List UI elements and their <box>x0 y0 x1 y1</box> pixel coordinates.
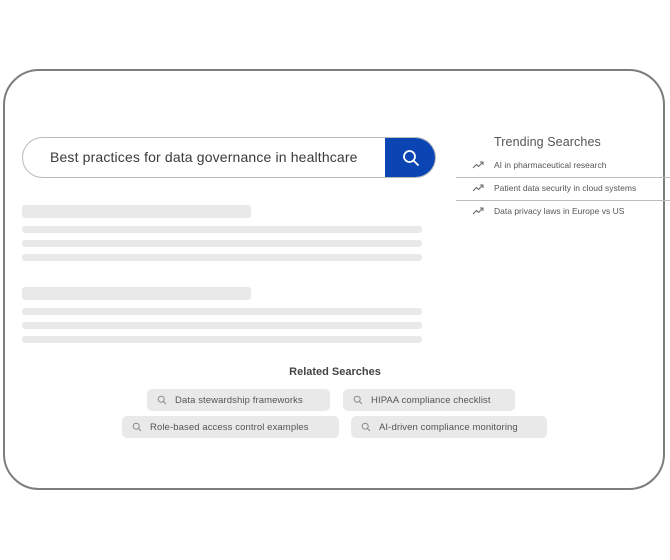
trending-up-icon <box>472 160 484 170</box>
trending-item-label: Data privacy laws in Europe vs US <box>494 206 625 216</box>
skeleton-result-line <box>22 226 422 233</box>
search-icon <box>353 395 363 405</box>
skeleton-result-line <box>22 254 422 261</box>
chip-label: Role-based access control examples <box>150 421 309 433</box>
trending-title: Trending Searches <box>494 135 601 149</box>
skeleton-result-line <box>22 322 422 329</box>
search-icon <box>402 149 420 167</box>
trending-up-icon <box>472 206 484 216</box>
skeleton-result-line <box>22 308 422 315</box>
search-bar[interactable] <box>22 137 436 178</box>
trending-item-label: Patient data security in cloud systems <box>494 183 637 193</box>
skeleton-result-line <box>22 336 422 343</box>
trending-item[interactable] <box>456 200 670 223</box>
trending-item[interactable] <box>456 154 670 177</box>
search-icon <box>157 395 167 405</box>
related-searches-title: Related Searches <box>289 366 381 378</box>
chip-label: HIPAA compliance checklist <box>371 394 491 406</box>
search-input[interactable]: Best practices for data governance in healthcare <box>50 149 358 165</box>
skeleton-result-title <box>22 287 251 300</box>
chip-label: AI-driven compliance monitoring <box>379 421 518 433</box>
trending-item[interactable] <box>456 177 670 200</box>
related-search-chip[interactable] <box>122 416 339 438</box>
related-search-chip[interactable] <box>147 389 330 411</box>
search-button[interactable] <box>385 137 436 178</box>
chip-label: Data stewardship frameworks <box>175 394 303 406</box>
related-search-chip[interactable] <box>343 389 515 411</box>
skeleton-result-title <box>22 205 251 218</box>
skeleton-result-line <box>22 240 422 247</box>
trending-item-label: AI in pharmaceutical research <box>494 160 607 170</box>
trending-up-icon <box>472 183 484 193</box>
search-icon <box>132 422 142 432</box>
related-search-chip[interactable] <box>351 416 547 438</box>
search-icon <box>361 422 371 432</box>
